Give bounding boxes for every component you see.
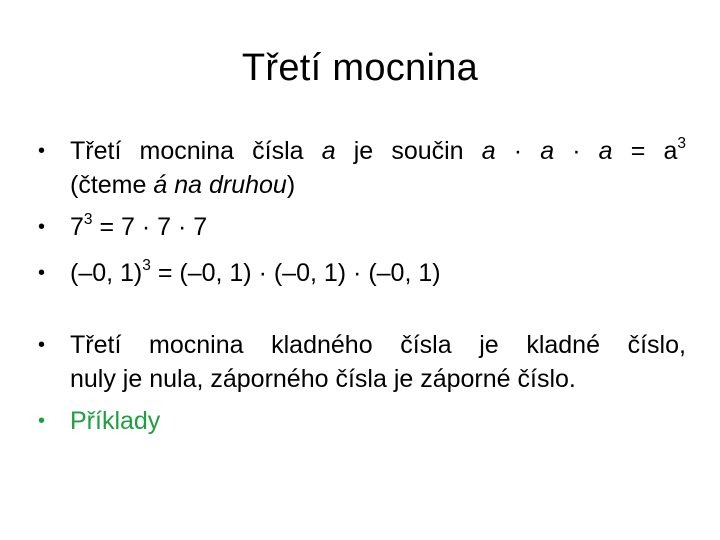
word: čísla [252,137,304,165]
exponent: 3 [83,211,93,229]
bullet-icon: • [38,410,46,432]
word: mocnina [139,137,235,165]
definition-line-1 [70,134,686,168]
bullet-icon: • [38,334,46,356]
bullet-icon: • [38,140,46,162]
bullet-icon: • [38,216,46,238]
multiply-dot: · [513,137,523,165]
power-base: (–0, 1) [70,259,143,287]
examples-link[interactable]: Příklady [70,407,161,435]
word: číslo, [627,331,686,359]
bullet-icon: • [38,262,46,284]
bullet-list [36,134,686,438]
variable-a: a [481,137,496,165]
word: je [479,331,499,359]
word: kladné [526,331,600,359]
bullet-example-seven [36,210,686,244]
equals-sign: = [630,137,646,165]
exponent: 3 [677,135,686,153]
reading-open: (čteme [70,171,154,199]
variable-a: a [598,137,613,165]
word: mocnina [149,331,244,359]
bullet-examples-link[interactable] [36,404,686,438]
word: součin [391,137,464,165]
power-base: a [663,137,678,165]
slide-title: Třetí mocnina [241,47,479,89]
power-base: 7 [70,213,84,241]
variable-a: a [540,137,555,165]
exponent: 3 [142,257,151,275]
sign-rule-line-2: nuly je nula, záporného čísla je záporné číslo. [70,365,576,393]
bullet-sign-rule [36,328,686,396]
power-result [663,134,686,168]
reading-italic: á na druhou [153,171,287,199]
bullet-example-negative [36,256,686,290]
bullet-definition [36,134,686,202]
word: Třetí [70,137,122,165]
definition-line-2 [70,168,686,202]
expansion: = 7 · 7 · 7 [92,213,208,241]
word: Třetí [70,331,122,359]
word: čísla [400,331,452,359]
word: je [353,137,374,165]
multiply-dot: · [572,137,581,165]
expansion: = (–0, 1) · (–0, 1) · (–0, 1) [150,259,441,287]
variable-a: a [321,137,336,165]
reading-close: ) [286,171,296,199]
sign-rule-line-1 [70,328,686,362]
word: kladného [271,331,373,359]
